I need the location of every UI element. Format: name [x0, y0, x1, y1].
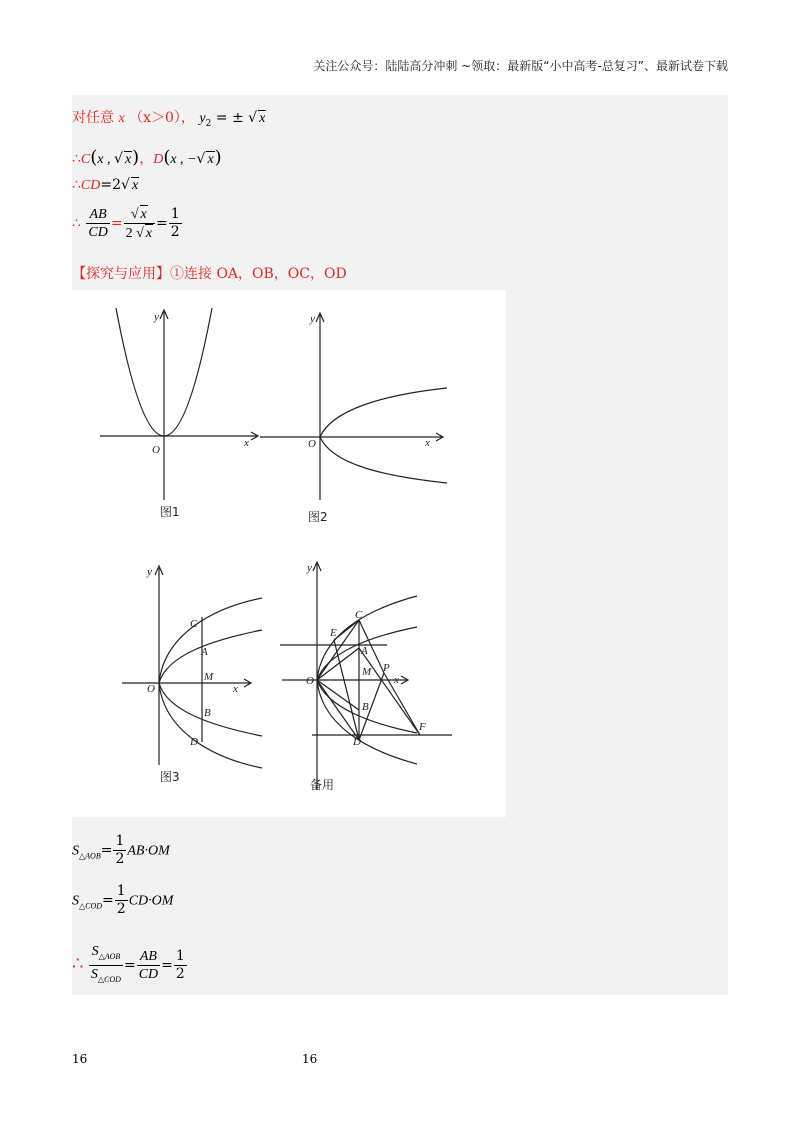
- formula-area-ratio: ∴ $\frac{S_{\triangle AOB}}{S_{\triangle COD}}$ = $\frac{AB}{CD}$ = $\frac{1}{2}$: [72, 944, 185, 984]
- equals-pm: = ±: [215, 110, 244, 126]
- fig3-x-label: x: [233, 683, 238, 695]
- solution-panel: [72, 95, 728, 995]
- fig4-caption: 备用: [310, 778, 335, 792]
- condition: （x＞0），: [129, 110, 195, 126]
- fig3-point-c: C: [190, 618, 198, 630]
- page-header: 关注公众号：陆陆高分冲刺 ~领取：最新版“小中高考-总复习”、最新试卷下载: [313, 59, 728, 73]
- separator: ，: [139, 151, 154, 167]
- var-y: y: [199, 111, 206, 126]
- subscript: 2: [205, 118, 212, 129]
- page-number-left: 16: [72, 1052, 88, 1066]
- fig4-oa: [317, 648, 359, 680]
- therefore-symbol: ∴: [72, 151, 81, 167]
- formula-area-cod: $S_{\triangle COD}=$ $\frac{1}{2}$ CD·OM: [72, 883, 174, 917]
- fig1-y-label: y: [154, 311, 159, 323]
- line-explore: [72, 263, 347, 283]
- line-any-x: [72, 107, 266, 129]
- line-cd-length: ∴CD=2√ x: [72, 177, 139, 193]
- page-number-center: 16: [302, 1052, 318, 1066]
- fraction-half: $\frac{1}{2}$: [170, 206, 180, 240]
- fig4-outer-lower: [317, 680, 417, 764]
- fig3-point-a: A: [201, 646, 208, 658]
- parabola-figures: [72, 290, 506, 817]
- coord-sqrt: x: [207, 152, 214, 167]
- coord-x: x ,: [97, 152, 115, 167]
- sqrt-arg: x: [259, 111, 266, 126]
- fig3-caption: 图3: [160, 770, 180, 784]
- point-c-label: C: [80, 152, 91, 167]
- fig4-origin-label: O: [306, 675, 314, 687]
- equals: =: [110, 215, 123, 232]
- fig3-point-b: B: [204, 707, 211, 719]
- fig2-caption: 图2: [308, 510, 328, 524]
- figure-panel: [72, 290, 506, 817]
- section-text: ①连接 OA，OB，OC，OD: [170, 266, 347, 282]
- equals: =: [155, 215, 168, 232]
- segment-cd: CD: [80, 178, 101, 193]
- fig2-origin-label: O: [308, 438, 316, 450]
- fraction-sqrt: $\frac{√ x}{2 √ x}$: [124, 205, 155, 242]
- text-prefix: 对任意: [72, 110, 114, 126]
- coord-x: x , −: [170, 152, 197, 167]
- fig4-point-p: P: [383, 662, 390, 674]
- fig2-x-label: x: [425, 437, 430, 449]
- fig3-y-label: y: [147, 566, 152, 578]
- fig1-x-label: x: [244, 437, 249, 449]
- therefore-symbol: ∴: [72, 215, 81, 232]
- fig4-point-d: D: [353, 736, 361, 748]
- fig2-upper-branch: [320, 388, 447, 437]
- fig4-ed: [334, 640, 359, 740]
- fig3-point-d: D: [190, 736, 198, 748]
- line-points-cd: ∴C(x , √ x)，D(x , −√ x): [72, 147, 222, 168]
- fig4-point-b: B: [362, 701, 369, 713]
- fig4-point-a: A: [361, 645, 368, 657]
- sqrt-sign: √: [248, 110, 258, 126]
- fig4-point-m: M: [362, 666, 372, 678]
- var-x: x: [118, 111, 125, 126]
- sqrt-arg: x: [131, 178, 139, 193]
- fig2-y-label: y: [310, 313, 315, 325]
- fig4-od: [317, 680, 359, 740]
- fig4-oc: [317, 620, 359, 680]
- fig3-origin-label: O: [147, 683, 155, 695]
- fig4-point-c: C: [355, 609, 363, 621]
- fig4-x-label: x: [394, 674, 399, 686]
- fig3-point-m: M: [204, 671, 214, 683]
- line-ratio: [72, 205, 183, 242]
- equals-two: =2: [100, 177, 122, 193]
- section-heading: 【探究与应用】: [72, 266, 170, 282]
- point-d-label: D: [153, 152, 164, 167]
- fig1-origin-label: O: [152, 444, 160, 456]
- formula-area-aob: $S_{\triangle AOB}=$ $\frac{1}{2}$ AB·OM: [72, 833, 170, 867]
- fig3-outer-lower: [159, 683, 262, 768]
- fig4-y-label: y: [307, 562, 312, 574]
- coord-sqrt: x: [124, 152, 132, 167]
- fig1-caption: 图1: [160, 505, 180, 519]
- therefore-symbol: ∴: [72, 177, 81, 193]
- fraction-ab-cd: $\frac{AB}{CD}$: [88, 207, 108, 240]
- fig4-point-e: E: [330, 627, 337, 639]
- fig4-point-f: F: [419, 721, 426, 733]
- fig4-pf: [384, 673, 420, 735]
